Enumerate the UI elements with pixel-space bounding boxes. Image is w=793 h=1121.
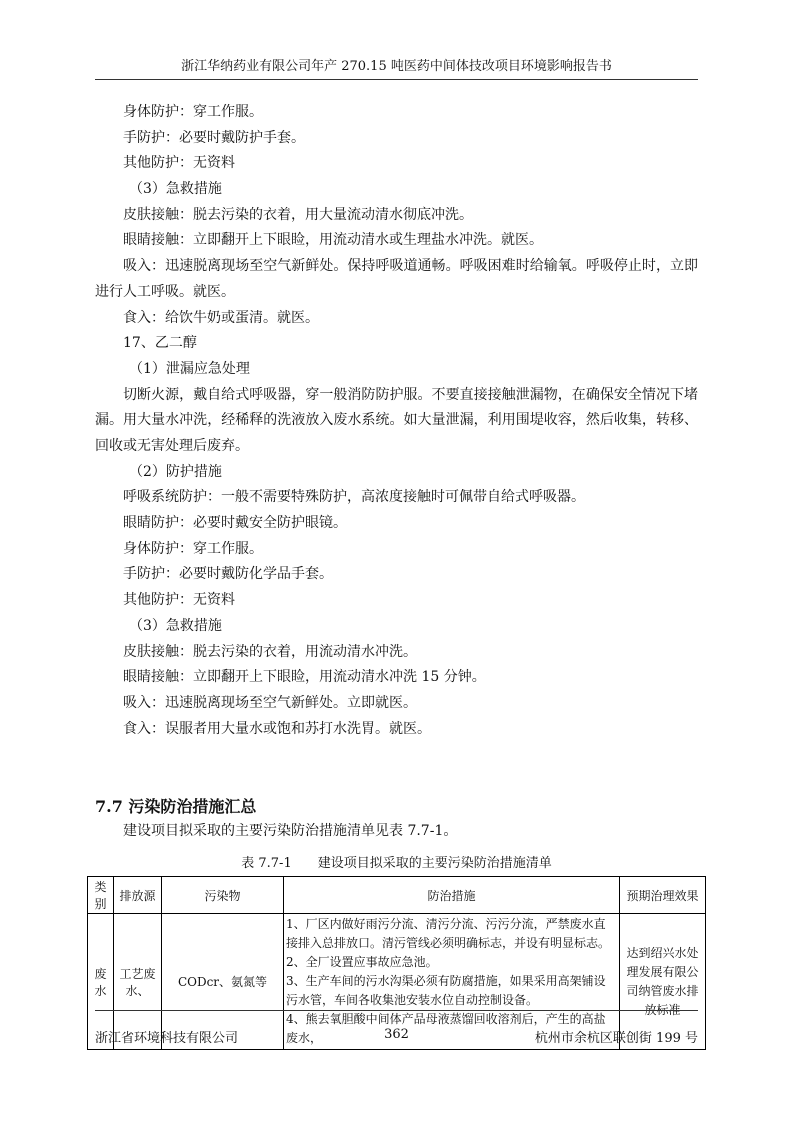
table-header-cell: 类别 [88, 877, 114, 914]
subheading: （3）急救措施 [129, 617, 222, 634]
section-intro: 建设项目拟采取的主要污染防治措施清单见表 7.7-1。 [123, 823, 458, 839]
paragraph-line: 眼睛防护：必要时戴安全防护眼镜。 [123, 515, 347, 532]
paragraph: 吸入：迅速脱离现场至空气新鲜处。保持呼吸道通畅。呼吸困难时给输氧。呼吸停止时，立即进行人工呼吸。就医。 [95, 258, 698, 300]
body-text [95, 100, 698, 742]
table-header-cell: 防治措施 [284, 877, 620, 914]
measure-item: 1、厂区内做好雨污分流、清污分流、污污分流，严禁废水直接排入总排放口。清污管线必须明确标志，并设有明显标志。 [286, 917, 611, 950]
paragraph-line: 眼睛接触：立即翻开上下眼睑，用流动清水冲洗 15 分钟。 [123, 669, 486, 686]
subheading: （2）防护措施 [129, 463, 222, 480]
footer-address: 杭州市余杭区联创街 199 号 [534, 1031, 698, 1046]
category-cell: 废水 [88, 914, 114, 1050]
paragraph-line: 食入：给饮牛奶或蛋清。就医。 [123, 309, 319, 326]
paragraph-line: 皮肤接触：脱去污染的衣着，用大量流动清水彻底冲洗。 [123, 206, 473, 223]
page-number: 362 [384, 1027, 409, 1042]
subheading: （3）急救措施 [129, 181, 222, 198]
header-title: 浙江华纳药业有限公司年产 270.15 吨医药中间体技改项目环境影响报告书 [181, 59, 612, 74]
paragraph-line: 皮肤接触：脱去污染的衣着，用流动清水冲洗。 [123, 643, 417, 660]
table-header-cell: 污染物 [162, 877, 284, 914]
paragraph-line: 吸入：迅速脱离现场至空气新鲜处。立即就医。 [123, 694, 417, 711]
subheading: （1）泄漏应急处理 [129, 360, 250, 377]
section-heading: 7.7 污染防治措施汇总 [95, 797, 257, 816]
effect-cell: 达到绍兴水处理发展有限公司纳管废水排放标准 [620, 914, 706, 1050]
page-header [95, 55, 698, 80]
table-header-cell: 预期治理效果 [620, 877, 706, 914]
paragraph-line: 其他防护：无资料 [123, 155, 235, 172]
table-caption: 表 7.7-1 建设项目拟采取的主要污染防治措施清单 [241, 856, 552, 871]
table-header-cell: 排放源 [114, 877, 162, 914]
measure-item: 2、全厂设置应事故应急池。 [286, 955, 438, 969]
paragraph-line: 身体防护：穿工作服。 [123, 104, 263, 120]
table-header-row [88, 877, 706, 914]
source-cell: 工艺废水、 [114, 914, 162, 1050]
paragraph: 切断火源，戴自给式呼吸器，穿一般消防防护服。不要直接接触泄漏物，在确保安全情况下堵漏。用大量水冲洗，经稀释的洗液放入废水系统。如大量泄漏，利用围堤收容，然后收集，转移、回收或无害处理后废弃。 [95, 386, 698, 454]
paragraph-line: 呼吸系统防护：一般不需要特殊防护，高浓度接触时可佩带自给式呼吸器。 [123, 489, 585, 506]
paragraph-line: 手防护：必要时戴防化学品手套。 [123, 566, 333, 583]
paragraph-line: 身体防护：穿工作服。 [123, 540, 263, 557]
paragraph-line: 手防护：必要时戴防护手套。 [123, 129, 305, 146]
measure-item: 3、生产车间的污水沟渠必须有防腐措施，如果采用高架铺设污水管，车间各收集池安装水位自动控制设备。 [286, 974, 606, 1007]
paragraph-line: 食入：误服者用大量水或饱和苏打水洗胃。就医。 [123, 720, 431, 737]
footer-company: 浙江省环境科技有限公司 [95, 1031, 239, 1046]
measure-item: 4、熊去氧胆酸中间体产品母液蒸馏回收溶剂后，产生的高盐废水， [286, 1012, 606, 1045]
subheading: 17、乙二醇 [123, 335, 197, 352]
paragraph-line: 眼睛接触：立即翻开上下眼睑，用流动清水或生理盐水冲洗。就医。 [123, 232, 543, 249]
paragraph-line: 其他防护：无资料 [123, 592, 235, 609]
pollutant-cell: CODcr、氨氮等 [162, 914, 284, 1050]
